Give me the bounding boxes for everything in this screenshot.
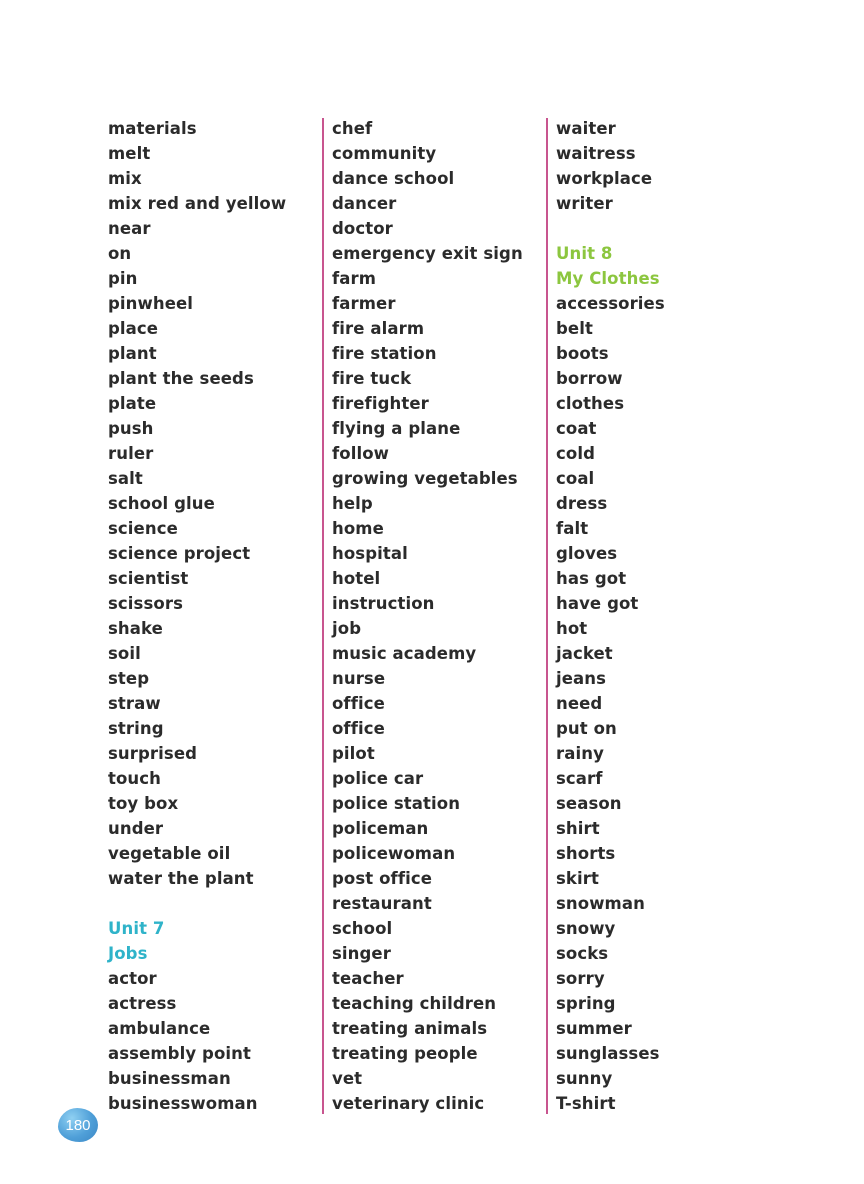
vocab-word: surprised xyxy=(108,744,198,763)
word-column-1 xyxy=(108,116,318,1116)
vocab-word: under xyxy=(108,819,164,838)
vocab-word: farmer xyxy=(332,294,396,313)
vocab-word: melt xyxy=(108,144,151,163)
vocab-word: cold xyxy=(556,444,595,463)
vocab-word: ambulance xyxy=(108,1019,211,1038)
vocab-word: instruction xyxy=(332,594,435,613)
vocab-word: belt xyxy=(556,319,593,338)
vocab-word: sorry xyxy=(556,969,605,988)
vocab-word: ruler xyxy=(108,444,154,463)
vocab-word: jacket xyxy=(556,644,613,663)
vocab-word: spring xyxy=(556,994,616,1013)
vocab-word: businessman xyxy=(108,1069,231,1088)
vocab-word: soil xyxy=(108,644,141,663)
vocab-word: pilot xyxy=(332,744,375,763)
vocab-word: snowman xyxy=(556,894,645,913)
vocab-word: jeans xyxy=(556,669,607,688)
vocab-word: flying a plane xyxy=(332,419,461,438)
vocab-word: hot xyxy=(556,619,588,638)
vocab-word: nurse xyxy=(332,669,386,688)
word-column-2 xyxy=(332,116,542,1116)
vocab-word: scissors xyxy=(108,594,183,613)
vocab-word: follow xyxy=(332,444,390,463)
vocab-word: policeman xyxy=(332,819,429,838)
vocab-word: farm xyxy=(332,269,377,288)
vocab-word: science project xyxy=(108,544,251,563)
vocab-word: firefighter xyxy=(332,394,429,413)
vocab-word: treating animals xyxy=(332,1019,488,1038)
vocab-word: step xyxy=(108,669,150,688)
vocab-word: shake xyxy=(108,619,163,638)
vocab-word: doctor xyxy=(332,219,393,238)
vocab-word: need xyxy=(556,694,603,713)
vocab-word: string xyxy=(108,719,164,738)
column-divider-2 xyxy=(546,118,548,1114)
vocab-word: writer xyxy=(556,194,613,213)
vocab-word: dress xyxy=(556,494,608,513)
vocab-word: policewoman xyxy=(332,844,456,863)
vocab-word: office xyxy=(332,719,385,738)
vocab-word: sunny xyxy=(556,1069,613,1088)
vocab-word: touch xyxy=(108,769,161,788)
vocab-word: place xyxy=(108,319,159,338)
vocab-word: singer xyxy=(332,944,391,963)
vocab-word: assembly point xyxy=(108,1044,251,1063)
vocab-word: dance school xyxy=(332,169,455,188)
vocab-word: have got xyxy=(556,594,639,613)
vocab-word: water the plant xyxy=(108,869,254,888)
vocab-word: plate xyxy=(108,394,157,413)
vocab-word: sunglasses xyxy=(556,1044,660,1063)
vocab-word: skirt xyxy=(556,869,599,888)
vocab-word: vegetable oil xyxy=(108,844,231,863)
vocab-word: coat xyxy=(556,419,597,438)
vocab-word: toy box xyxy=(108,794,179,813)
vocab-word: restaurant xyxy=(332,894,432,913)
vocab-word: school xyxy=(332,919,393,938)
vocab-word: police car xyxy=(332,769,424,788)
vocab-word: socks xyxy=(556,944,609,963)
vocab-word: police station xyxy=(332,794,461,813)
vocab-word: gloves xyxy=(556,544,618,563)
vocab-word: on xyxy=(108,244,132,263)
vocab-word: pin xyxy=(108,269,138,288)
vocab-word: waitress xyxy=(556,144,636,163)
vocab-word: office xyxy=(332,694,385,713)
page-number-badge xyxy=(58,1108,98,1142)
unit-heading: Jobs xyxy=(108,944,148,963)
vocab-word: growing vegetables xyxy=(332,469,518,488)
vocab-word: has got xyxy=(556,569,627,588)
blank-line xyxy=(556,216,766,241)
vocab-word: salt xyxy=(108,469,143,488)
vocab-word: coal xyxy=(556,469,595,488)
vocab-word: snowy xyxy=(556,919,616,938)
vocab-word: home xyxy=(332,519,384,538)
vocab-word: fire tuck xyxy=(332,369,412,388)
vocab-word: plant the seeds xyxy=(108,369,254,388)
vocab-word: workplace xyxy=(556,169,653,188)
vocab-word: season xyxy=(556,794,622,813)
unit-heading: My Clothes xyxy=(556,269,660,288)
vocab-word: hospital xyxy=(332,544,408,563)
vocab-word: mix xyxy=(108,169,142,188)
vocab-word: T-shirt xyxy=(556,1094,616,1113)
vocab-word: borrow xyxy=(556,369,623,388)
vocab-word: actress xyxy=(108,994,177,1013)
column-divider-1 xyxy=(322,118,324,1114)
vocab-word: community xyxy=(332,144,437,163)
blank-line xyxy=(108,891,318,916)
vocab-word: push xyxy=(108,419,154,438)
vocab-word: waiter xyxy=(556,119,616,138)
vocab-word: materials xyxy=(108,119,197,138)
vocab-word: near xyxy=(108,219,151,238)
vocab-word: teaching children xyxy=(332,994,497,1013)
vocab-word: school glue xyxy=(108,494,215,513)
vocab-word: straw xyxy=(108,694,161,713)
vocab-word: scarf xyxy=(556,769,603,788)
vocab-word: fire station xyxy=(332,344,437,363)
vocab-word: science xyxy=(108,519,178,538)
vocab-word: accessories xyxy=(556,294,665,313)
vocab-word: scientist xyxy=(108,569,189,588)
vocab-word: teacher xyxy=(332,969,404,988)
vocab-word: summer xyxy=(556,1019,632,1038)
vocab-word: veterinary clinic xyxy=(332,1094,485,1113)
vocab-word: vet xyxy=(332,1069,363,1088)
vocab-word: emergency exit sign xyxy=(332,244,523,263)
vocab-word: help xyxy=(332,494,373,513)
vocab-word: fire alarm xyxy=(332,319,425,338)
vocab-word: treating people xyxy=(332,1044,478,1063)
vocab-word: hotel xyxy=(332,569,381,588)
vocab-word: pinwheel xyxy=(108,294,194,313)
vocab-word: boots xyxy=(556,344,609,363)
vocab-word: rainy xyxy=(556,744,604,763)
vocab-word: falt xyxy=(556,519,589,538)
vocab-word: clothes xyxy=(556,394,625,413)
vocab-word: shirt xyxy=(556,819,600,838)
vocab-word: put on xyxy=(556,719,617,738)
vocab-word: post office xyxy=(332,869,433,888)
vocab-word: chef xyxy=(332,119,373,138)
vocab-word: dancer xyxy=(332,194,397,213)
vocab-word: plant xyxy=(108,344,157,363)
vocab-word: businesswoman xyxy=(108,1094,258,1113)
vocab-word: job xyxy=(332,619,362,638)
vocab-word: shorts xyxy=(556,844,616,863)
unit-heading: Unit 7 xyxy=(108,919,165,938)
unit-heading: Unit 8 xyxy=(556,244,613,263)
page-number: 180 xyxy=(65,1116,91,1134)
vocab-word: actor xyxy=(108,969,157,988)
word-column-3 xyxy=(556,116,766,1116)
vocab-word: music academy xyxy=(332,644,477,663)
vocab-word: mix red and yellow xyxy=(108,194,287,213)
